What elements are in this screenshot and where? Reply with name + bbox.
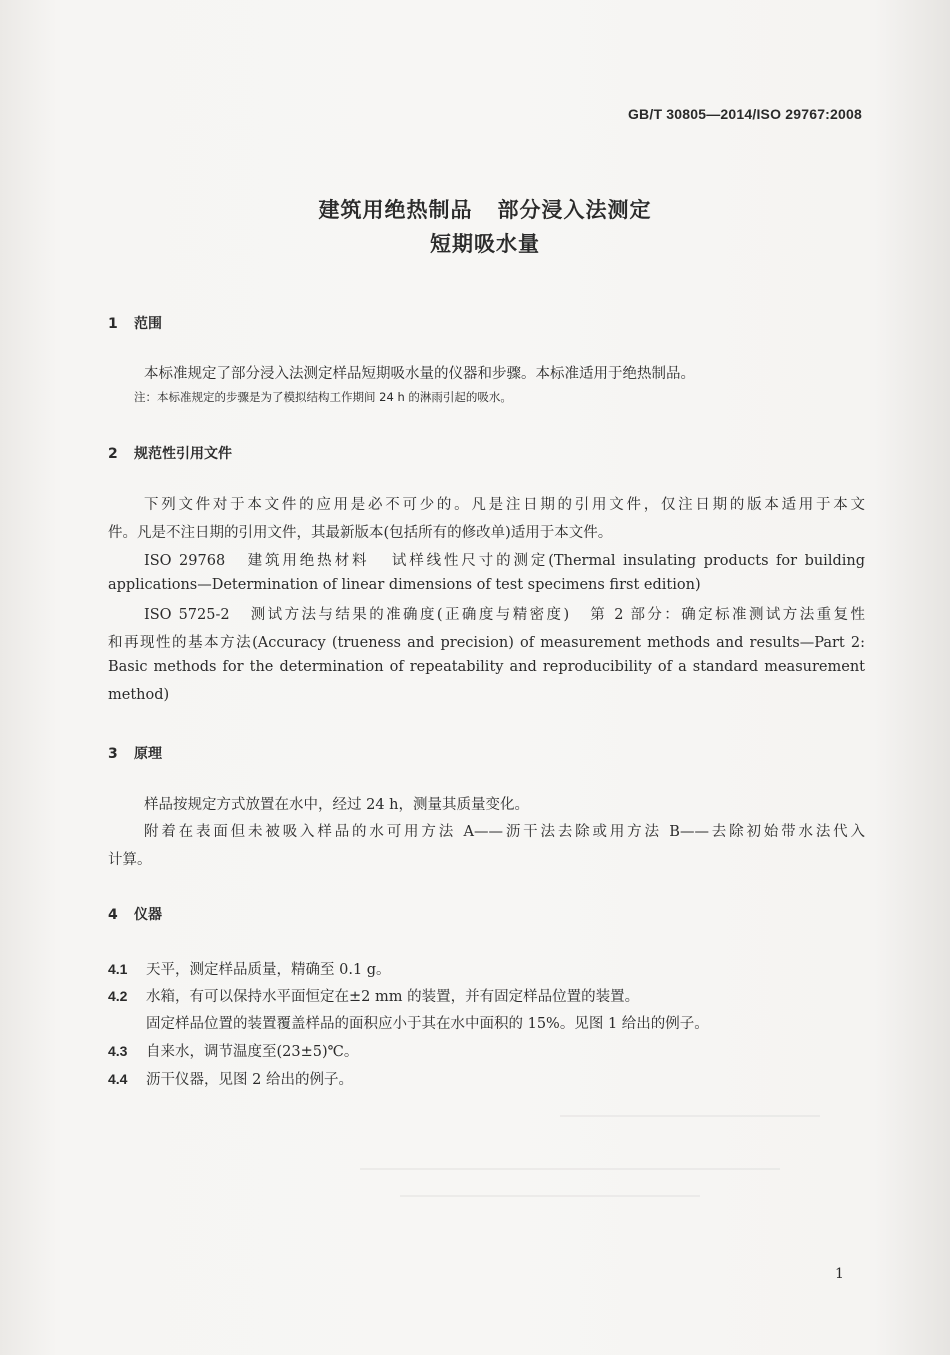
document-title-line2: 短期吸水量 bbox=[430, 232, 540, 256]
clause-number: 4.2 bbox=[108, 988, 128, 1004]
show-through-mark bbox=[560, 1115, 820, 1117]
section-title: 原理 bbox=[134, 746, 162, 762]
section-3-paragraph2-line1: 附着在表面但未被吸入样品的水可用方法 A——沥干法去除或用方法 B——去除初始带水法代入 bbox=[144, 824, 865, 840]
section-4-heading bbox=[108, 904, 162, 924]
section-3-heading bbox=[108, 743, 162, 763]
standard-code: GB/T 30805—2014/ISO 29767:2008 bbox=[627, 106, 862, 122]
clause-number: 4.4 bbox=[108, 1071, 128, 1087]
document-title-line1: 建筑用绝热制品 部分浸入法测定 bbox=[318, 198, 652, 222]
reference-iso5725-line2: 和再现性的基本方法(Accuracy (trueness and precision) of measurement methods and results—Part 2: bbox=[108, 635, 865, 651]
section-title: 范围 bbox=[134, 316, 162, 332]
section-number: 4 bbox=[108, 907, 118, 923]
section-3-paragraph1: 样品按规定方式放置在水中，经过 24 h，测量其质量变化。 bbox=[144, 797, 530, 813]
reference-iso29768-line1: ISO 29768 建筑用绝热材料 试样线性尺寸的测定(Thermal insulating products for building bbox=[144, 553, 865, 569]
reference-iso5725-line4: method) bbox=[108, 687, 170, 703]
clause-4-3 bbox=[108, 1040, 358, 1061]
clause-text: 天平，测定样品质量，精确至 0.1 g。 bbox=[146, 962, 391, 978]
show-through-mark bbox=[400, 1195, 700, 1197]
page-number: 1 bbox=[835, 1266, 844, 1282]
clause-number: 4.3 bbox=[108, 1043, 128, 1059]
section-2-intro-line1: 下列文件对于本文件的应用是必不可少的。凡是注日期的引用文件，仅注日期的版本适用于本文 bbox=[144, 497, 865, 513]
clause-text: 自来水，调节温度至(23±5)℃。 bbox=[146, 1044, 359, 1060]
clause-4-2-continuation: 固定样品位置的装置覆盖样品的面积应小于其在水中面积的 15%。见图 1 给出的例子。 bbox=[146, 1016, 709, 1032]
clause-text: 沥干仪器，见图 2 给出的例子。 bbox=[146, 1072, 353, 1088]
clause-4-4 bbox=[108, 1068, 353, 1089]
section-2-heading bbox=[108, 443, 232, 463]
section-3-paragraph2-line2: 计算。 bbox=[108, 852, 152, 868]
section-title: 仪器 bbox=[134, 907, 162, 923]
clause-4-1 bbox=[108, 958, 391, 979]
section-1-paragraph: 本标准规定了部分浸入法测定样品短期吸水量的仪器和步骤。本标准适用于绝热制品。 bbox=[144, 366, 695, 382]
reference-iso5725-line3: Basic methods for the determination of repeatability and reproducibility of a standard measurement bbox=[108, 659, 865, 675]
section-1-note: 注：本标准规定的步骤是为了模拟结构工作期间 24 h 的淋雨引起的吸水。 bbox=[134, 390, 512, 404]
clause-4-2 bbox=[108, 985, 639, 1006]
section-number: 1 bbox=[108, 316, 118, 332]
section-1-heading bbox=[108, 313, 162, 333]
show-through-mark bbox=[360, 1168, 780, 1170]
reference-iso29768-line2: applications—Determination of linear dimensions of test specimens first edition) bbox=[108, 577, 701, 593]
section-title: 规范性引用文件 bbox=[134, 446, 232, 462]
section-number: 3 bbox=[108, 746, 118, 762]
section-2-intro-line2: 件。凡是不注日期的引用文件，其最新版本(包括所有的修改单)适用于本文件。 bbox=[108, 525, 613, 541]
reference-iso5725-line1: ISO 5725-2 测试方法与结果的准确度(正确度与精密度) 第 2 部分：确定标准测试方法重复性 bbox=[144, 607, 865, 623]
clause-text: 水箱，有可以保持水平面恒定在±2 mm 的装置，并有固定样品位置的装置。 bbox=[146, 989, 640, 1005]
clause-number: 4.1 bbox=[108, 961, 128, 977]
section-number: 2 bbox=[108, 446, 118, 462]
